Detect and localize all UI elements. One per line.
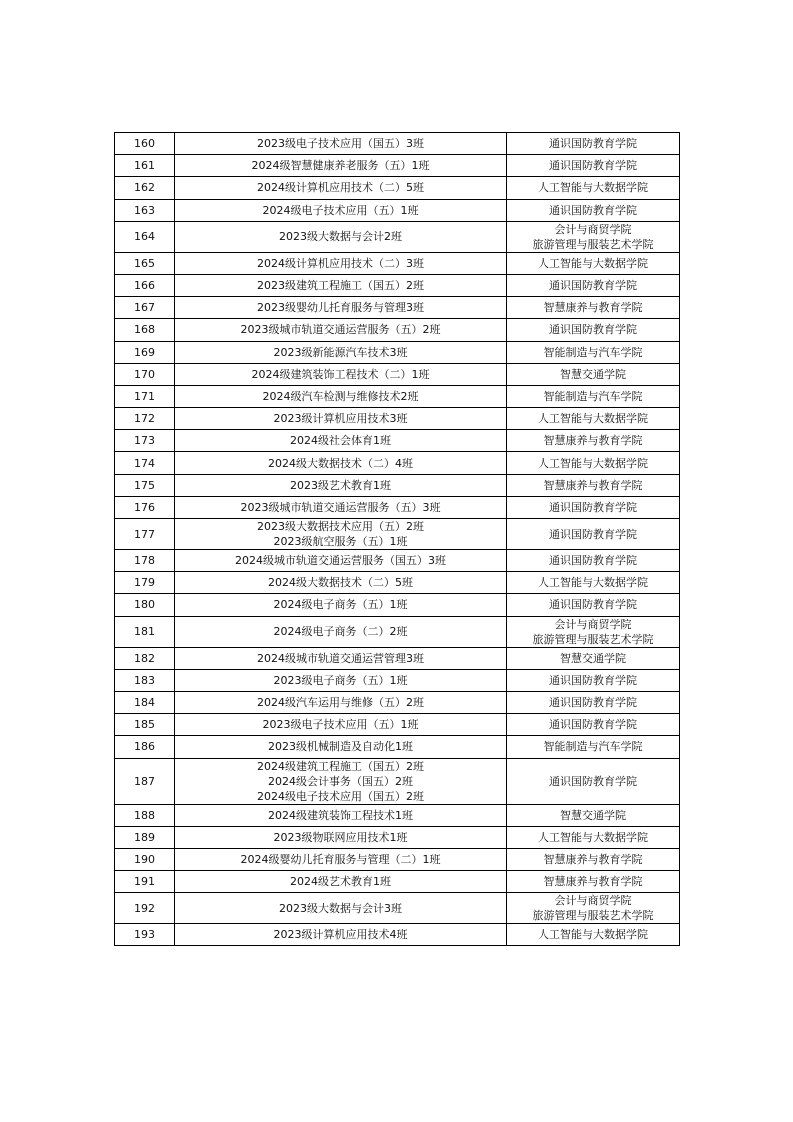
class-name: 2024级大数据技术（二）4班: [268, 456, 413, 470]
college-name-cell: [507, 826, 680, 848]
table-row: [115, 452, 680, 474]
class-name-cell: [175, 924, 507, 946]
row-number-cell: 193: [115, 924, 175, 946]
college-name: 会计与商贸学院: [554, 617, 632, 631]
college-name: 智慧交通学院: [560, 808, 626, 822]
table-row: [115, 519, 680, 550]
table-row: [115, 319, 680, 341]
class-name: 2023级大数据与会计3班: [279, 901, 402, 915]
college-name: 人工智能与大数据学院: [538, 412, 648, 426]
college-name-cell: [507, 363, 680, 385]
class-name: 2023级电子技术应用（国五）3班: [257, 137, 424, 151]
class-name-cell: [175, 385, 507, 407]
table-row: [115, 341, 680, 363]
college-name: 通识国防教育学院: [549, 554, 637, 568]
college-name: 通识国防教育学院: [549, 159, 637, 173]
college-name: 智慧康养与教育学院: [543, 852, 643, 866]
row-number-cell: 188: [115, 804, 175, 826]
row-number-cell: 174: [115, 452, 175, 474]
class-name-cell: [175, 893, 507, 924]
class-name: 2024级汽车运用与维修（五）2班: [257, 696, 424, 710]
class-name-cell: [175, 133, 507, 155]
class-name-cell: [175, 199, 507, 221]
class-name-cell: [175, 474, 507, 496]
class-name: 2023级婴幼儿托育服务与管理3班: [257, 301, 424, 315]
class-name: 2024级电子商务（二）2班: [273, 625, 408, 639]
class-name-cell: [175, 572, 507, 594]
college-name-cell: [507, 736, 680, 758]
table-row: [115, 496, 680, 518]
row-number-cell: 161: [115, 155, 175, 177]
row-number-cell: 169: [115, 341, 175, 363]
college-name: 通识国防教育学院: [549, 673, 637, 687]
table-row: [115, 252, 680, 274]
table-row: [115, 691, 680, 713]
table-row: [115, 474, 680, 496]
class-name-cell: [175, 804, 507, 826]
table-body: [115, 133, 680, 946]
table-row: [115, 363, 680, 385]
table-row: [115, 714, 680, 736]
class-name: 2023级电子商务（五）1班: [273, 673, 408, 687]
row-number-cell: 182: [115, 647, 175, 669]
class-name-cell: [175, 252, 507, 274]
class-name: 2023级电子技术应用（五）1班: [262, 718, 419, 732]
college-name-cell: [507, 616, 680, 647]
class-name: 2023级城市轨道交通运营服务（五）2班: [240, 323, 441, 337]
class-name: 2024级城市轨道交通运营服务（国五）3班: [235, 554, 446, 568]
table-row: [115, 893, 680, 924]
class-name-cell: [175, 341, 507, 363]
table-row: [115, 550, 680, 572]
college-name: 旅游管理与服装艺术学院: [532, 909, 654, 923]
row-number-cell: 177: [115, 519, 175, 550]
college-name: 通识国防教育学院: [549, 527, 637, 541]
class-name: 2023级计算机应用技术3班: [273, 412, 408, 426]
class-name: 2024级电子商务（五）1班: [273, 598, 408, 612]
class-college-table: [114, 132, 680, 946]
row-number-cell: 163: [115, 199, 175, 221]
college-name: 通识国防教育学院: [549, 203, 637, 217]
table-row: [115, 804, 680, 826]
table-row: [115, 430, 680, 452]
college-name: 人工智能与大数据学院: [538, 256, 648, 270]
row-number-cell: 185: [115, 714, 175, 736]
college-name-cell: [507, 319, 680, 341]
class-name: 2024级建筑装饰工程技术（二）1班: [251, 367, 430, 381]
college-name-cell: [507, 594, 680, 616]
class-name-cell: [175, 848, 507, 870]
class-name: 2023级建筑工程施工（国五）2班: [257, 279, 424, 293]
college-name-cell: [507, 924, 680, 946]
college-name: 旅游管理与服装艺术学院: [532, 237, 654, 251]
class-name-cell: [175, 452, 507, 474]
class-name: 2023级机械制造及自动化1班: [268, 740, 413, 754]
class-name-cell: [175, 758, 507, 804]
class-name: 2024级汽车检测与维修技术2班: [262, 389, 419, 403]
college-name: 智能制造与汽车学院: [543, 389, 643, 403]
table-row: [115, 177, 680, 199]
class-name: 2024级社会体育1班: [290, 434, 391, 448]
college-name-cell: [507, 804, 680, 826]
class-name-cell: [175, 274, 507, 296]
class-name-cell: [175, 550, 507, 572]
class-name-cell: [175, 177, 507, 199]
college-name-cell: [507, 452, 680, 474]
table-row: [115, 848, 680, 870]
college-name: 通识国防教育学院: [549, 598, 637, 612]
college-name: 智慧交通学院: [560, 367, 626, 381]
college-name-cell: [507, 177, 680, 199]
college-name-cell: [507, 341, 680, 363]
college-name: 智能制造与汽车学院: [543, 345, 643, 359]
college-name-cell: [507, 871, 680, 893]
class-name-cell: [175, 616, 507, 647]
class-name: 2023级大数据与会计2班: [279, 230, 402, 244]
college-name: 智能制造与汽车学院: [543, 740, 643, 754]
table-row: [115, 616, 680, 647]
college-name: 会计与商贸学院: [554, 222, 632, 236]
college-name: 智慧康养与教育学院: [543, 301, 643, 315]
row-number-cell: 170: [115, 363, 175, 385]
table-row: [115, 408, 680, 430]
college-name-cell: [507, 155, 680, 177]
college-name-cell: [507, 221, 680, 252]
college-name: 人工智能与大数据学院: [538, 830, 648, 844]
class-name: 2024级电子技术应用（国五）2班: [257, 789, 424, 803]
table-row: [115, 826, 680, 848]
row-number-cell: 181: [115, 616, 175, 647]
college-name-cell: [507, 691, 680, 713]
row-number-cell: 179: [115, 572, 175, 594]
row-number-cell: 162: [115, 177, 175, 199]
table-row: [115, 155, 680, 177]
college-name: 通识国防教育学院: [549, 774, 637, 788]
row-number-cell: 189: [115, 826, 175, 848]
class-name: 2024级建筑工程施工（国五）2班: [257, 759, 424, 773]
class-name-cell: [175, 647, 507, 669]
row-number-cell: 192: [115, 893, 175, 924]
college-name-cell: [507, 758, 680, 804]
college-name: 通识国防教育学院: [549, 279, 637, 293]
class-name: 2024级艺术教育1班: [290, 875, 391, 889]
row-number-cell: 178: [115, 550, 175, 572]
college-name: 通识国防教育学院: [549, 696, 637, 710]
college-name-cell: [507, 714, 680, 736]
class-name-cell: [175, 221, 507, 252]
table-row: [115, 385, 680, 407]
class-name: 2023级计算机应用技术4班: [273, 928, 408, 942]
class-name-cell: [175, 691, 507, 713]
college-name: 会计与商贸学院: [554, 894, 632, 908]
class-name-cell: [175, 319, 507, 341]
college-name: 通识国防教育学院: [549, 500, 637, 514]
college-name-cell: [507, 519, 680, 550]
table-row: [115, 199, 680, 221]
class-name-cell: [175, 669, 507, 691]
college-name-cell: [507, 496, 680, 518]
table-row: [115, 924, 680, 946]
row-number-cell: 183: [115, 669, 175, 691]
class-name: 2024级计算机应用技术（二）3班: [257, 256, 424, 270]
college-name-cell: [507, 893, 680, 924]
college-name-cell: [507, 572, 680, 594]
class-name-cell: [175, 714, 507, 736]
college-name-cell: [507, 385, 680, 407]
class-name: 2024级会计事务（国五）2班: [268, 774, 413, 788]
class-name-cell: [175, 519, 507, 550]
table-row: [115, 133, 680, 155]
college-name: 通识国防教育学院: [549, 137, 637, 151]
college-name: 人工智能与大数据学院: [538, 928, 648, 942]
class-name: 2024级建筑装饰工程技术1班: [268, 808, 413, 822]
college-name-cell: [507, 669, 680, 691]
table-row: [115, 647, 680, 669]
class-name-cell: [175, 826, 507, 848]
college-name: 人工智能与大数据学院: [538, 456, 648, 470]
row-number-cell: 184: [115, 691, 175, 713]
class-name: 2023级新能源汽车技术3班: [273, 345, 408, 359]
table-row: [115, 274, 680, 296]
row-number-cell: 186: [115, 736, 175, 758]
table-row: [115, 572, 680, 594]
table-row: [115, 221, 680, 252]
row-number-cell: 190: [115, 848, 175, 870]
row-number-cell: 191: [115, 871, 175, 893]
class-name-cell: [175, 363, 507, 385]
college-name: 智慧交通学院: [560, 651, 626, 665]
college-name-cell: [507, 297, 680, 319]
college-name: 通识国防教育学院: [549, 718, 637, 732]
college-name: 人工智能与大数据学院: [538, 181, 648, 195]
college-name: 旅游管理与服装艺术学院: [532, 632, 654, 646]
row-number-cell: 175: [115, 474, 175, 496]
college-name: 智慧康养与教育学院: [543, 434, 643, 448]
table-row: [115, 669, 680, 691]
class-name-cell: [175, 430, 507, 452]
college-name-cell: [507, 550, 680, 572]
class-name: 2024级电子技术应用（五）1班: [262, 203, 419, 217]
row-number-cell: 171: [115, 385, 175, 407]
college-name-cell: [507, 199, 680, 221]
college-name-cell: [507, 252, 680, 274]
class-name: 2024级智慧健康养老服务（五）1班: [251, 159, 430, 173]
row-number-cell: 168: [115, 319, 175, 341]
class-name-cell: [175, 871, 507, 893]
college-name: 通识国防教育学院: [549, 323, 637, 337]
class-name-cell: [175, 155, 507, 177]
college-name-cell: [507, 430, 680, 452]
college-name-cell: [507, 274, 680, 296]
table-row: [115, 594, 680, 616]
class-name-cell: [175, 408, 507, 430]
row-number-cell: 180: [115, 594, 175, 616]
class-name: 2023级城市轨道交通运营服务（五）3班: [240, 500, 441, 514]
college-name-cell: [507, 848, 680, 870]
row-number-cell: 166: [115, 274, 175, 296]
table-row: [115, 871, 680, 893]
class-name: 2024级婴幼儿托育服务与管理（二）1班: [240, 852, 441, 866]
college-name-cell: [507, 474, 680, 496]
row-number-cell: 167: [115, 297, 175, 319]
row-number-cell: 176: [115, 496, 175, 518]
class-name: 2024级城市轨道交通运营管理3班: [257, 651, 424, 665]
table-row: [115, 736, 680, 758]
row-number-cell: 187: [115, 758, 175, 804]
table-row: [115, 758, 680, 804]
row-number-cell: 160: [115, 133, 175, 155]
row-number-cell: 164: [115, 221, 175, 252]
college-name-cell: [507, 647, 680, 669]
college-name: 智慧康养与教育学院: [543, 478, 643, 492]
row-number-cell: 172: [115, 408, 175, 430]
class-name: 2023级航空服务（五）1班: [273, 535, 408, 548]
class-name-cell: [175, 594, 507, 616]
class-name: 2023级大数据技术应用（五）2班: [257, 520, 424, 533]
college-name: 智慧康养与教育学院: [543, 875, 643, 889]
class-name: 2024级大数据技术（二）5班: [268, 576, 413, 590]
college-name-cell: [507, 133, 680, 155]
college-name-cell: [507, 408, 680, 430]
class-name-cell: [175, 736, 507, 758]
class-name-cell: [175, 496, 507, 518]
class-name-cell: [175, 297, 507, 319]
row-number-cell: 173: [115, 430, 175, 452]
row-number-cell: 165: [115, 252, 175, 274]
class-name: 2023级艺术教育1班: [290, 478, 391, 492]
college-name: 人工智能与大数据学院: [538, 576, 648, 590]
class-name: 2023级物联网应用技术1班: [273, 830, 408, 844]
table-row: [115, 297, 680, 319]
class-name: 2024级计算机应用技术（二）5班: [257, 181, 424, 195]
